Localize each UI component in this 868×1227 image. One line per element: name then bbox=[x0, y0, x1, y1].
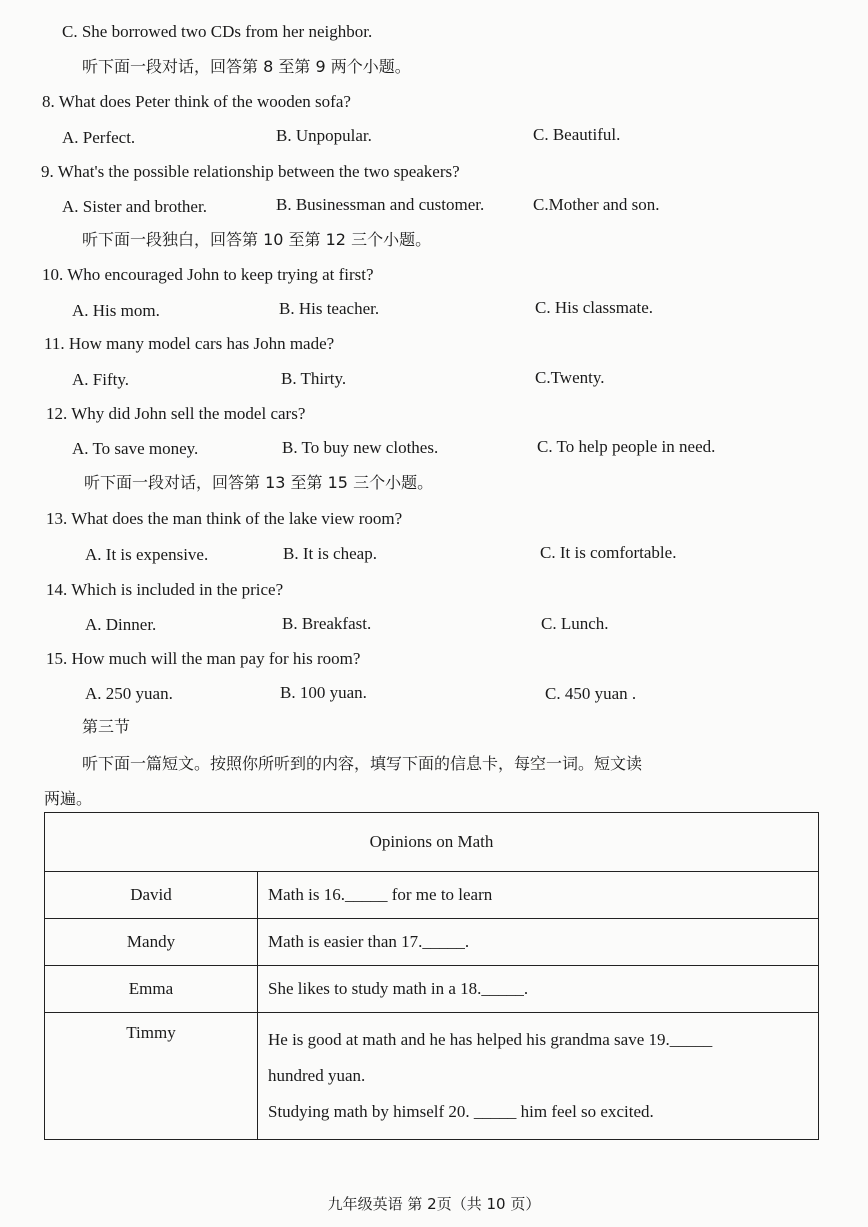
info-card-table bbox=[44, 812, 819, 1140]
row-text-mandy: Math is easier than 17._____. bbox=[258, 919, 819, 966]
instruction-13-15: 听下面一段对话，回答第 13 至第 15 三个小题。 bbox=[84, 473, 434, 492]
q9-option-a: A. Sister and brother. bbox=[62, 197, 207, 216]
timmy-line-1: He is good at math and he has helped his grandma save 19._____ bbox=[268, 1030, 713, 1049]
page-footer: 九年级英语 第 2页（共 10 页） bbox=[327, 1195, 541, 1213]
q15-option-c: C. 450 yuan . bbox=[545, 684, 637, 703]
q9-option-c: C.Mother and son. bbox=[533, 195, 660, 214]
row-name-mandy: Mandy bbox=[45, 919, 258, 966]
question-14: 14. Which is included in the price? bbox=[46, 580, 284, 599]
section-3-heading: 第三节 bbox=[82, 717, 131, 736]
question-13: 13. What does the man think of the lake view room? bbox=[46, 509, 403, 528]
q13-option-c: C. It is comfortable. bbox=[540, 543, 677, 562]
table-row bbox=[45, 872, 819, 919]
q8-option-b: B. Unpopular. bbox=[276, 126, 372, 145]
instruction-8-9: 听下面一段对话，回答第 8 至第 9 两个小题。 bbox=[82, 57, 411, 76]
q10-option-b: B. His teacher. bbox=[279, 299, 380, 318]
row-name-timmy: Timmy bbox=[45, 1013, 258, 1140]
question-11: 11. How many model cars has John made? bbox=[44, 334, 335, 353]
question-8: 8. What does Peter think of the wooden sofa? bbox=[42, 92, 351, 111]
q15-option-a: A. 250 yuan. bbox=[85, 684, 173, 703]
q11-option-a: A. Fifty. bbox=[72, 370, 129, 389]
question-9: 9. What's the possible relationship between the two speakers? bbox=[41, 162, 460, 181]
question-15: 15. How much will the man pay for his room? bbox=[46, 649, 361, 668]
q8-option-a: A. Perfect. bbox=[62, 128, 136, 147]
q12-option-b: B. To buy new clothes. bbox=[282, 438, 439, 457]
q13-option-a: A. It is expensive. bbox=[85, 545, 209, 564]
info-card-title: Opinions on Math bbox=[45, 813, 819, 872]
row-text-emma: She likes to study math in a 18._____. bbox=[258, 966, 819, 1013]
q14-option-c: C. Lunch. bbox=[541, 614, 609, 633]
table-row bbox=[45, 966, 819, 1013]
q14-option-a: A. Dinner. bbox=[85, 615, 157, 634]
row-name-david: David bbox=[45, 872, 258, 919]
q12-option-a: A. To save money. bbox=[72, 439, 199, 458]
q15-option-b: B. 100 yuan. bbox=[280, 683, 367, 702]
row-text-david: Math is 16._____ for me to learn bbox=[258, 872, 819, 919]
q8-option-c: C. Beautiful. bbox=[533, 125, 621, 144]
q10-option-c: C. His classmate. bbox=[535, 298, 654, 317]
table-row bbox=[45, 919, 819, 966]
section-3-instruction: 听下面一篇短文。按照你所听到的内容，填写下面的信息卡，每空一词。短文读 bbox=[82, 754, 643, 773]
q10-option-a: A. His mom. bbox=[72, 301, 160, 320]
q7-option-c: C. She borrowed two CDs from her neighbor. bbox=[62, 22, 373, 41]
q9-option-b: B. Businessman and customer. bbox=[276, 195, 485, 214]
q11-option-c: C.Twenty. bbox=[535, 368, 605, 387]
timmy-line-3: Studying math by himself 20. _____ him feel so excited. bbox=[268, 1102, 654, 1121]
table-row bbox=[45, 1013, 819, 1140]
question-10: 10. Who encouraged John to keep trying at first? bbox=[42, 265, 374, 284]
q12-option-c: C. To help people in need. bbox=[537, 437, 716, 456]
q13-option-b: B. It is cheap. bbox=[283, 544, 377, 563]
row-name-emma: Emma bbox=[45, 966, 258, 1013]
q14-option-b: B. Breakfast. bbox=[282, 614, 372, 633]
section-3-instruction-cont: 两遍。 bbox=[44, 789, 93, 808]
q11-option-b: B. Thirty. bbox=[281, 369, 347, 388]
timmy-line-2: hundred yuan. bbox=[268, 1066, 366, 1085]
row-text-timmy bbox=[258, 1013, 819, 1140]
instruction-10-12: 听下面一段独白，回答第 10 至第 12 三个小题。 bbox=[82, 230, 432, 249]
question-12: 12. Why did John sell the model cars? bbox=[46, 404, 306, 423]
